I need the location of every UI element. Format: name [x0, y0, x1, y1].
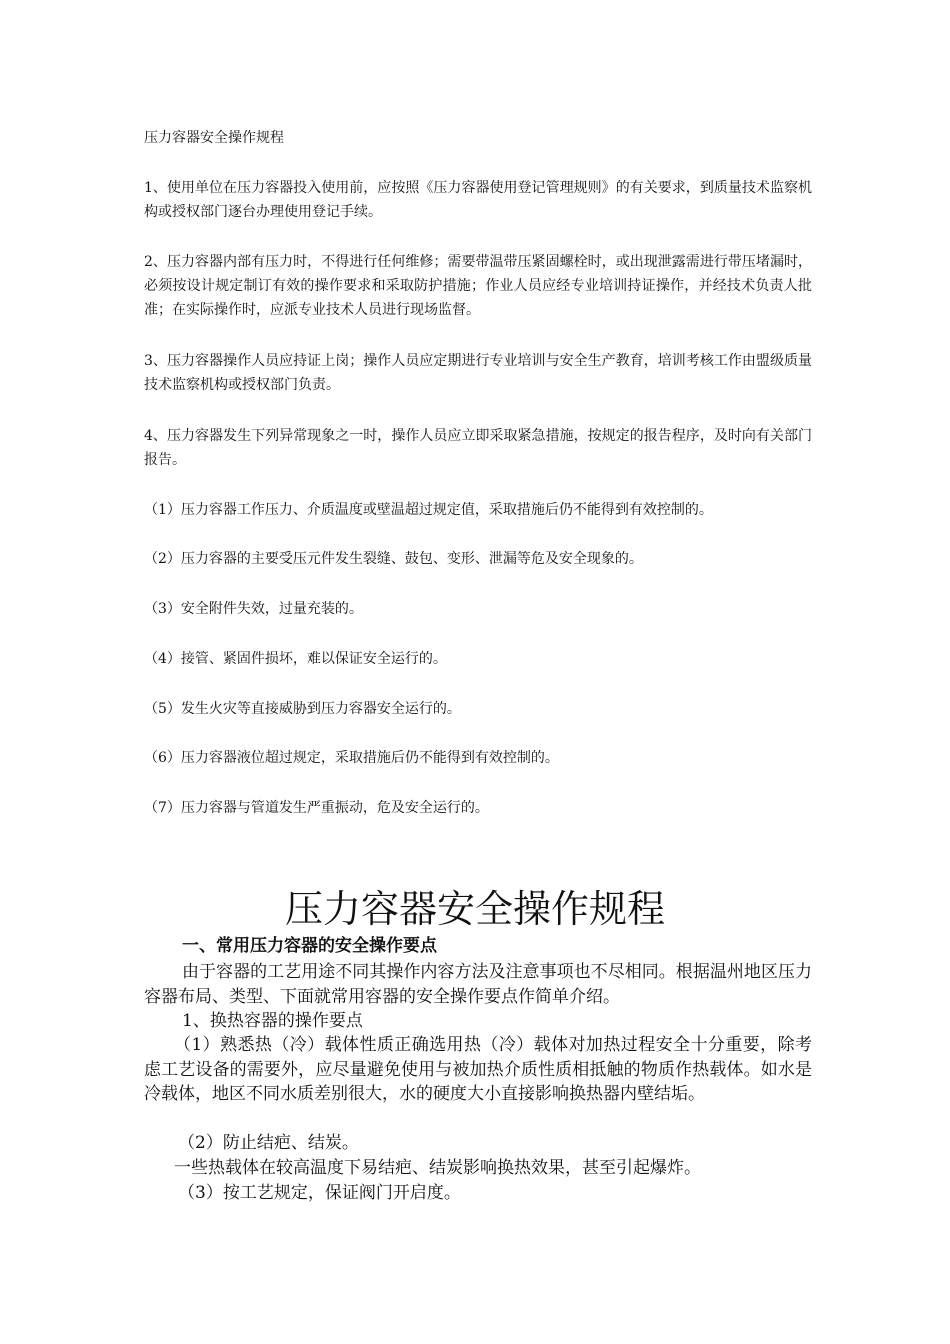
- main-title: 压力容器安全操作规程: [284, 887, 665, 931]
- subsection-paragraph-4: （3）按工艺规定，保证阀门开启度。: [178, 1183, 461, 1203]
- doc-header-title: 压力容器安全操作规程: [144, 130, 284, 146]
- list-item: （4）接管、紧固件损坏，难以保证安全运行的。: [144, 651, 447, 667]
- list-item: （3）安全附件失效，过量充装的。: [144, 601, 363, 617]
- list-item: （6）压力容器液位超过规定，采取措施后仍不能得到有效控制的。: [144, 750, 559, 766]
- subsection-paragraph-3: 一些热载体在较高温度下易结疤、结炭影响换热效果，甚至引起爆炸。: [174, 1158, 701, 1178]
- paragraph-1: 1、使用单位在压力容器投入使用前，应按照《压力容器使用登记管理规则》的有关要求，到质量技术监察机构或授权部门逐台办理使用登记手续。: [144, 180, 812, 220]
- list-item: （2）压力容器的主要受压元件发生裂缝、鼓包、变形、泄漏等危及安全现象的。: [144, 551, 643, 567]
- list-item: （1）压力容器工作压力、介质温度或壁温超过规定值，采取措施后仍不能得到有效控制的。: [144, 502, 713, 518]
- subsection-heading: 1、换热容器的操作要点: [182, 1011, 363, 1031]
- section-heading: 一、常用压力容器的安全操作要点: [182, 936, 437, 956]
- paragraph-4: 4、压力容器发生下列异常现象之一时，操作人员应立即采取紧急措施，按规定的报告程序，及时向有关部门报告。: [144, 428, 812, 468]
- paragraph-2: 2、压力容器内部有压力时，不得进行任何维修；需要带温带压紧固螺栓时，或出现泄露需进行带压堵漏时，必须按设计规定制订有效的操作要求和采取防护措施；作业人员应经专业培训持证操作，并经技术负责人批准；在实际操作时，应派专业技术人员进行现场监督。: [144, 254, 812, 318]
- subsection-paragraph-2: （2）防止结疤、结炭。: [178, 1133, 359, 1153]
- list-item: （5）发生火灾等直接威胁到压力容器安全运行的。: [144, 701, 461, 717]
- paragraph-3: 3、压力容器操作人员应持证上岗；操作人员应定期进行专业培训与安全生产教育，培训考核工作由盟级质量技术监察机构或授权部门负责。: [144, 353, 812, 393]
- list-item: （7）压力容器与管道发生严重振动，危及安全运行的。: [144, 800, 489, 816]
- subsection-paragraph-1: （1）熟悉热（冷）载体性质正确选用热（冷）载体对加热过程安全十分重要，除考虑工艺设备的需要外，应尽量避免使用与被加热介质性质相抵触的物质作热载体。如水是冷载体，地区不同水质差别很大，水的硬度大小直接影响换热器内壁结垢。: [144, 1035, 812, 1104]
- section-intro: 由于容器的工艺用途不同其操作内容方法及注意事项也不尽相同。根据温州地区压力容器布局、类型、下面就常用容器的安全操作要点作简单介绍。: [144, 962, 812, 1007]
